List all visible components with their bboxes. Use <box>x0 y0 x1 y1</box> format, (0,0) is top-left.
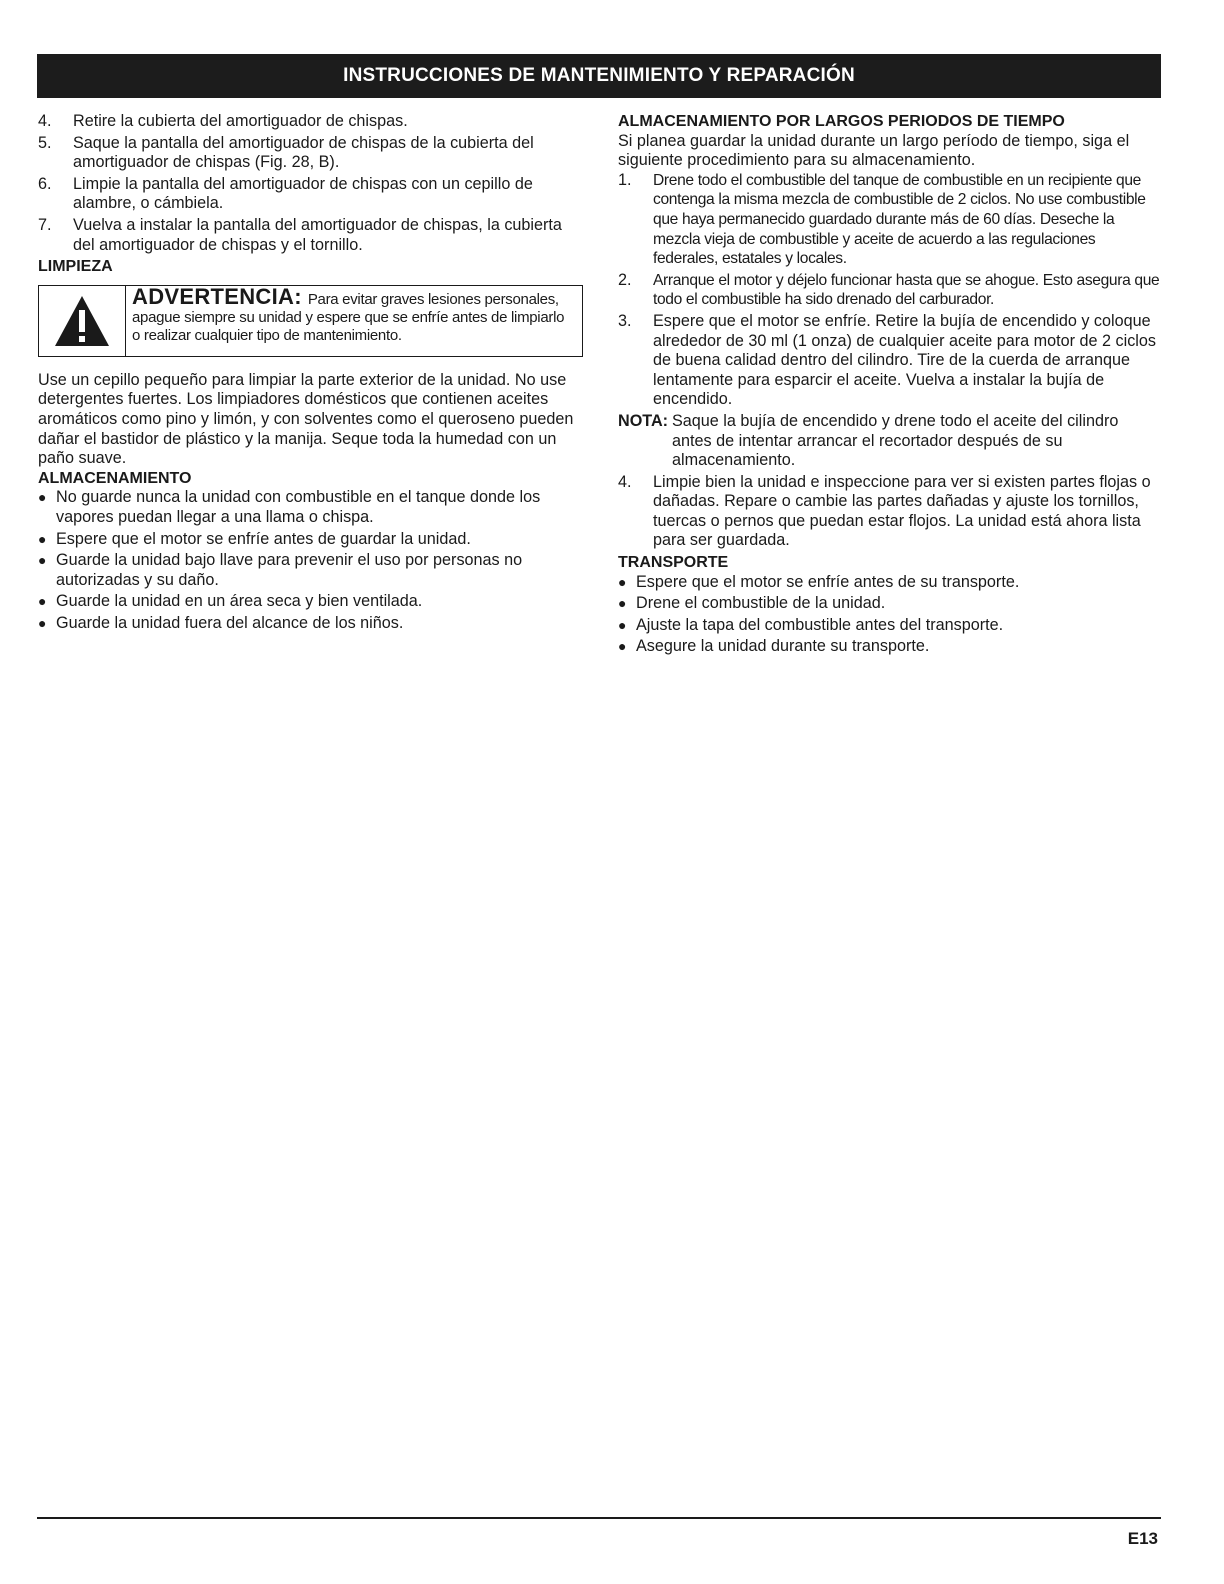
list-item <box>618 616 1162 636</box>
storage-steps <box>618 171 1162 410</box>
step-text: Retire la cubierta del amortiguador de chispas. <box>73 112 408 130</box>
step-text: Espere que el motor se enfríe. Retire la bujía de encendido y coloque alrededor de 30 ml (1 onza) de cualquier aceite para motor de 2 ciclos de buena calidad dentro del cilindro. Tire de la cuerda de arranque lentamente para esparcir el aceite. Vuelva a instalar la bujía de encendido. <box>653 311 1156 409</box>
step-number: 4. <box>38 112 52 130</box>
warning-message: Para evitar graves lesiones personales, apague siempre su unidad y espere que se enfríe antes de limpiarlo o realizar cualquier tipo de mantenimiento. <box>132 290 565 344</box>
bullet-text: Guarde la unidad en un área seca y bien ventilada. <box>56 592 423 611</box>
list-item <box>618 312 1162 410</box>
warning-box <box>38 285 583 357</box>
largos-periodos-intro: Si planea guardar la unidad durante un largo período de tiempo, siga el siguiente procedimiento para su almacenamiento. <box>618 131 1130 170</box>
limpieza-paragraph: Use un cepillo pequeño para limpiar la parte exterior de la unidad. No use detergentes fuertes. Los limpiadores domésticos que contienen aceites aromáticos como pino y limón, y con solventes como el queroseno pueden dañar el bastidor de plástico y la manija. Seque toda la humedad con un paño suave. <box>38 370 574 468</box>
step-text: Saque la pantalla del amortiguador de chispas de la cubierta del amortiguador de chispas (Fig. 28, B). <box>73 133 534 172</box>
almacenamiento-list <box>38 488 583 633</box>
list-item <box>38 216 583 255</box>
warning-triangle-icon <box>53 294 111 348</box>
step-text: Limpie bien la unidad e inspeccione para ver si existen partes flojas o dañadas. Repare o cambie las partes dañadas y ajuste los tornillos, tuercas o pernos que puedan estar flojos. La unidad está ahora lista para ser guardada. <box>653 472 1151 550</box>
bullet-text: No guarde nunca la unidad con combustible en el tanque donde los vapores puedan llegar a una llama o chispa. <box>56 488 541 526</box>
step-number: 4. <box>618 472 632 491</box>
list-item <box>38 592 583 612</box>
bullet-text: Espere que el motor se enfríe antes de su transporte. <box>636 572 1020 591</box>
section-title: INSTRUCCIONES DE MANTENIMIENTO Y REPARACIÓN <box>343 65 855 86</box>
bullet-text: Guarde la unidad bajo llave para prevenir el uso por personas no autorizadas y su daño. <box>56 551 523 589</box>
bullet-icon: ● <box>38 489 47 506</box>
step-text: Limpie la pantalla del amortiguador de chispas con un cepillo de alambre, o cámbiela. <box>73 174 533 213</box>
bullet-icon: ● <box>618 638 627 655</box>
spark-arrestor-steps <box>38 112 583 255</box>
step-number: 2. <box>618 270 632 289</box>
warning-text-block <box>126 283 582 356</box>
list-item <box>618 271 1162 310</box>
transporte-heading: TRANSPORTE <box>618 554 729 572</box>
nota-text: Saque la bujía de encendido y drene todo el aceite del cilindro antes de intentar arrancar el recortador después de su almacenamiento. <box>672 411 1119 470</box>
step-text: Arranque el motor y déjelo funcionar hasta que se ahogue. Esto asegura que todo el combustible ha sido drenado del carburador. <box>653 271 1160 309</box>
list-item <box>38 175 583 214</box>
bullet-icon: ● <box>38 593 47 610</box>
warning-icon-cell <box>39 286 126 356</box>
list-item <box>618 473 1162 551</box>
bullet-icon: ● <box>38 530 47 547</box>
list-item <box>618 171 1162 269</box>
bullet-text: Asegure la unidad durante su transporte. <box>636 637 930 656</box>
nota-block <box>618 412 1162 471</box>
limpieza-heading: LIMPIEZA <box>38 258 113 276</box>
step-number: 3. <box>618 311 632 330</box>
storage-step-4 <box>618 473 1162 551</box>
transporte-list <box>618 573 1162 657</box>
left-column <box>38 112 583 635</box>
bullet-text: Espere que el motor se enfríe antes de guardar la unidad. <box>56 529 471 548</box>
page-number: E13 <box>1127 1529 1158 1548</box>
right-column <box>618 112 1162 659</box>
list-item <box>618 637 1162 657</box>
warning-title: ADVERTENCIA: <box>132 283 302 309</box>
list-item <box>618 594 1162 614</box>
step-number: 7. <box>38 215 52 234</box>
step-text: Drene todo el combustible del tanque de combustible en un recipiente que contenga la misma mezcla de combustible de 2 ciclos. No use combustible que haya permanecido guardado durante más de 60 días. Deseche la mezcla vieja de combustible y aceite de acuerdo a las regulaciones federales, estatales y locales. <box>653 171 1146 268</box>
largos-periodos-heading: ALMACENAMIENTO POR LARGOS PERIODOS DE TIEMPO <box>618 113 1065 130</box>
bullet-icon: ● <box>618 595 627 612</box>
list-item <box>38 551 583 590</box>
step-number: 6. <box>38 174 52 193</box>
bullet-icon: ● <box>38 614 47 631</box>
bullet-icon: ● <box>618 616 627 633</box>
list-item <box>38 614 583 634</box>
almacenamiento-heading: ALMACENAMIENTO <box>38 469 192 487</box>
step-number: 1. <box>618 170 632 189</box>
bullet-text: Drene el combustible de la unidad. <box>636 594 886 613</box>
list-item <box>38 488 583 527</box>
list-item <box>38 530 583 550</box>
bullet-icon: ● <box>38 552 47 569</box>
list-item <box>38 112 583 132</box>
section-header <box>37 54 1161 98</box>
step-text: Vuelva a instalar la pantalla del amortiguador de chispas, la cubierta del amortiguador de chispas y el tornillo. <box>73 215 562 254</box>
nota-label: NOTA: <box>618 411 669 430</box>
bullet-text: Ajuste la tapa del combustible antes del transporte. <box>636 615 1004 634</box>
step-number: 5. <box>38 133 52 152</box>
list-item <box>618 573 1162 593</box>
list-item <box>38 134 583 173</box>
footer-divider <box>37 1517 1161 1519</box>
bullet-text: Guarde la unidad fuera del alcance de los niños. <box>56 613 404 632</box>
bullet-icon: ● <box>618 573 627 590</box>
